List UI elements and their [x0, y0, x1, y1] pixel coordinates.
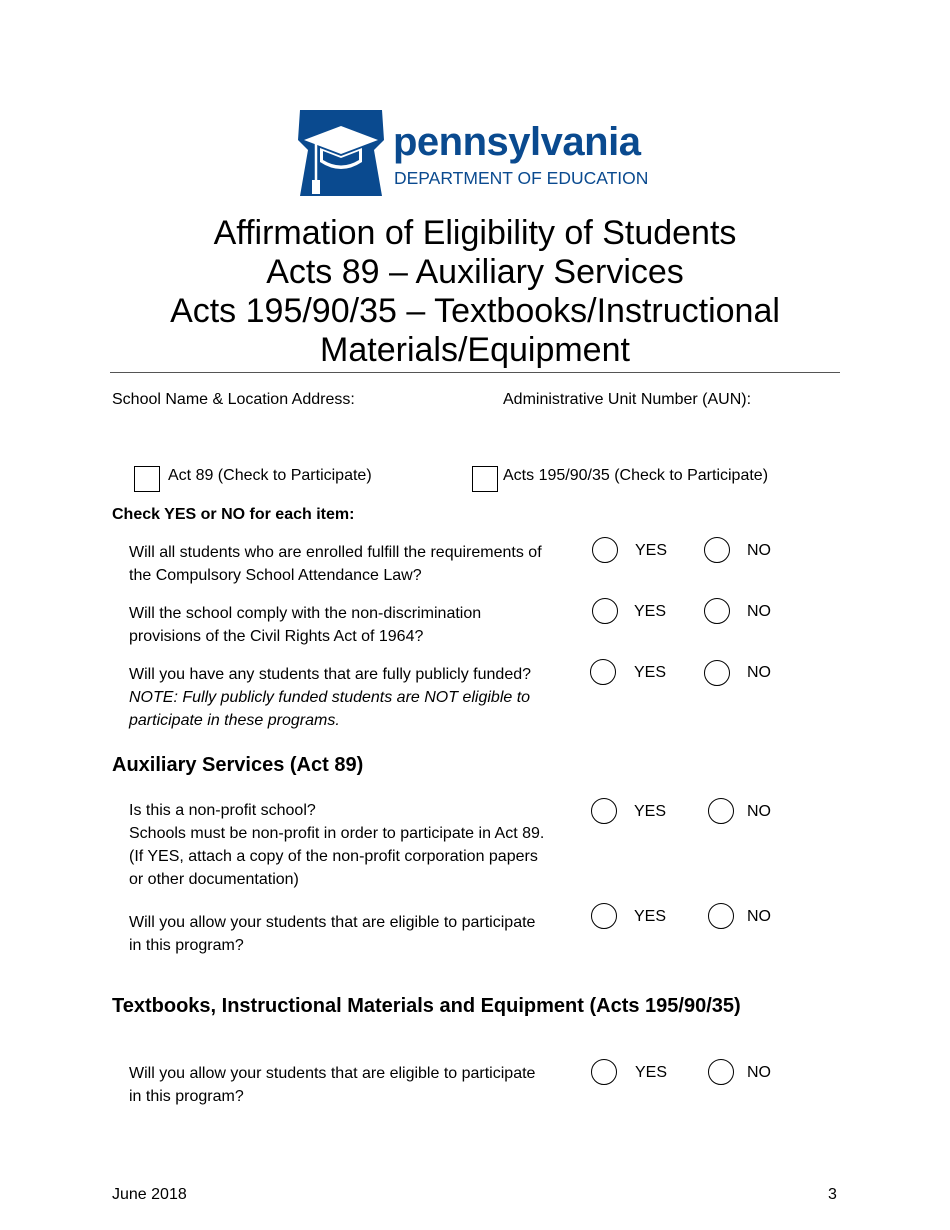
question-textbooks-allow: [129, 1062, 584, 1108]
acts195-checkbox-label: Acts 195/90/35 (Check to Participate): [503, 467, 769, 484]
act89-checkbox-label: Act 89 (Check to Participate): [168, 467, 372, 484]
auxiliary-heading: Auxiliary Services (Act 89): [112, 754, 364, 776]
instructions: Check YES or NO for each item:: [112, 506, 355, 523]
question-text: the Compulsory School Attendance Law?: [129, 567, 422, 584]
attendance-no-radio[interactable]: [704, 537, 730, 563]
aux-allow-yes-radio[interactable]: [591, 903, 617, 929]
yes-label: YES: [635, 542, 668, 559]
no-label: NO: [747, 542, 771, 559]
keystone-mortarboard-logo: [296, 110, 386, 196]
title-line: Acts 89 – Auxiliary Services: [266, 253, 684, 291]
question-note: participate in these programs.: [129, 712, 340, 729]
no-label: NO: [747, 664, 771, 681]
question-text: in this program?: [129, 937, 244, 954]
question-text: Is this a non-profit school?: [129, 802, 316, 819]
question-text: Will you allow your students that are eligible to participate: [129, 914, 536, 931]
question-note: NOTE: Fully publicly funded students are NOT eligible to: [129, 689, 531, 706]
civil-rights-no-radio[interactable]: [704, 598, 730, 624]
title-line: Acts 195/90/35 – Textbooks/Instructional: [170, 292, 780, 330]
page-number: 3: [828, 1186, 837, 1203]
publicly-funded-no-radio[interactable]: [704, 660, 730, 686]
title-line: Materials/Equipment: [320, 331, 630, 369]
question-attendance: [129, 541, 584, 587]
question-text: provisions of the Civil Rights Act of 1964?: [129, 628, 424, 645]
yes-label: YES: [634, 908, 667, 925]
question-text: or other documentation): [129, 871, 299, 888]
yes-label: YES: [634, 603, 667, 620]
textbooks-allow-no-radio[interactable]: [708, 1059, 734, 1085]
no-label: NO: [747, 603, 771, 620]
question-text: Schools must be non-profit in order to participate in Act 89.: [129, 825, 545, 842]
logo-wordmark: pennsylvania: [393, 120, 641, 164]
textbooks-heading: Textbooks, Instructional Materials and Equipment (Acts 195/90/35): [112, 995, 741, 1017]
aux-allow-no-radio[interactable]: [708, 903, 734, 929]
question-publicly-funded: [129, 663, 584, 732]
title-line: Affirmation of Eligibility of Students: [213, 214, 737, 252]
textbooks-allow-yes-radio[interactable]: [591, 1059, 617, 1085]
title-divider: [110, 372, 840, 373]
no-label: NO: [747, 803, 771, 820]
question-text: Will the school comply with the non-discrimination: [129, 605, 482, 622]
no-label: NO: [747, 1064, 771, 1081]
aun-label: Administrative Unit Number (AUN):: [503, 391, 752, 408]
publicly-funded-yes-radio[interactable]: [590, 659, 616, 685]
non-profit-yes-radio[interactable]: [591, 798, 617, 824]
school-name-label: School Name & Location Address:: [112, 391, 355, 408]
act89-checkbox[interactable]: [134, 466, 160, 492]
non-profit-no-radio[interactable]: [708, 798, 734, 824]
page-title: [110, 214, 840, 370]
yes-label: YES: [634, 664, 667, 681]
question-text: Will you have any students that are fully publicly funded?: [129, 666, 532, 683]
acts195-checkbox[interactable]: [472, 466, 498, 492]
question-text: (If YES, attach a copy of the non-profit corporation papers: [129, 848, 538, 865]
civil-rights-yes-radio[interactable]: [592, 598, 618, 624]
yes-label: YES: [634, 803, 667, 820]
question-aux-allow: [129, 911, 584, 957]
no-label: NO: [747, 908, 771, 925]
yes-label: YES: [635, 1064, 668, 1081]
question-civil-rights: [129, 602, 584, 648]
question-non-profit: [129, 799, 584, 891]
question-text: Will all students who are enrolled fulfill the requirements of: [129, 544, 542, 561]
attendance-yes-radio[interactable]: [592, 537, 618, 563]
question-text: in this program?: [129, 1088, 244, 1105]
question-text: Will you allow your students that are eligible to participate: [129, 1065, 536, 1082]
footer-date: June 2018: [112, 1186, 187, 1203]
logo-department: DEPARTMENT OF EDUCATION: [394, 168, 649, 188]
